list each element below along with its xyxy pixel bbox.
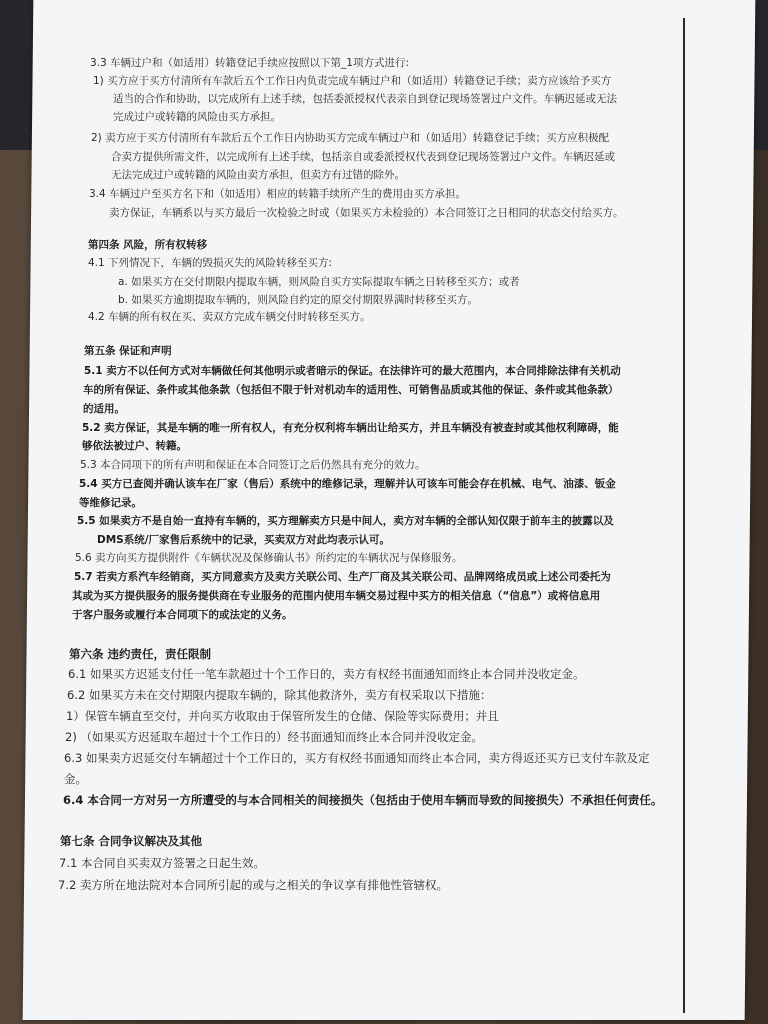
contract-text-line: 5.2 卖方保证，其是车辆的唯一所有权人，有充分权利将车辆出让给买方，并且车辆没有被查封或其他权利障碍，能: [82, 422, 619, 434]
contract-text-line: 完成过户或转籍的风险由买方承担。: [113, 111, 281, 123]
contract-text-line: 无法完成过户或转籍的风险由卖方承担，但卖方有过错的除外。: [111, 169, 405, 181]
contract-text-line: 第四条 风险，所有权转移: [88, 239, 208, 251]
contract-text-line: 5.7 若卖方系汽车经销商，买方同意卖方及卖方关联公司、生产厂商及其关联公司、品牌网络成员或上述公司委托为: [74, 571, 611, 583]
contract-text-line: 第五条 保证和声明: [84, 345, 172, 357]
contract-text-line: 7.1 本合同自买卖双方签署之日起生效。: [59, 856, 265, 870]
contract-text-line: 合卖方提供所需文件，以完成所有上述手续，包括亲自或委派授权代表到登记现场签署过户文件。车辆迟延或: [111, 151, 615, 163]
contract-text-line: 5.4 买方已查阅并确认该车在厂家（售后）系统中的维修记录，理解并认可该车可能会存在机械、电气、油漆、钣金: [79, 478, 616, 490]
contract-text-line: 2) （如果买方迟延取车超过十个工作日的）经书面通知而终止本合同并没收定金。: [65, 730, 483, 744]
contract-text-line: 的适用。: [83, 403, 125, 415]
contract-text-line: 1) 买方应于买方付清所有车款后五个工作日内负责完成车辆过户和（如适用）转籍登记手续；卖方应该给予买方: [93, 75, 612, 87]
contract-text-line: 卖方保证，车辆系以与买方最后一次检验之时或（如果买方未检验的）本合同签订之日相同的状态交付给买方。: [109, 207, 624, 219]
contract-text-line: DMS系统/厂家售后系统中的记录，买卖双方对此均表示认可。: [97, 534, 391, 546]
contract-text-line: 1）保管车辆直至交付，并向买方收取由于保管所发生的仓储、保险等实际费用；并且: [66, 709, 499, 723]
contract-text-line: 6.1 如果买方迟延支付任一笔车款超过十个工作日的，卖方有权经书面通知而终止本合同并没收定金。: [68, 667, 585, 681]
contract-text-line: a. 如果买方在交付期限内提取车辆，则风险自买方实际提取车辆之日转移至买方；或者: [118, 276, 520, 288]
contract-text-line: 第七条 合同争议解决及其他: [60, 834, 203, 848]
contract-text-line: b. 如果买方逾期提取车辆的，则风险自约定的原交付期限界满时转移至买方。: [118, 294, 478, 306]
contract-text-line: 7.2 卖方所在地法院对本合同所引起的或与之相关的争议享有排他性管辖权。: [58, 878, 448, 892]
contract-text-line: 于客户服务或履行本合同项下的或法定的义务。: [72, 609, 293, 621]
contract-text-line: 够依法被过户、转籍。: [82, 440, 187, 452]
contract-text-line: 3.4 车辆过户至买方名下和（如适用）相应的转籍手续所产生的费用由买方承担。: [89, 188, 467, 200]
contract-text-line: 3.3 车辆过户和（如适用）转籍登记手续应按照以下第_1项方式进行:: [90, 57, 410, 69]
contract-text-line: 第六条 违约责任，责任限制: [69, 647, 212, 661]
contract-text-line: 4.2 车辆的所有权在买、卖双方完成车辆交付时转移至买方。: [88, 311, 371, 323]
contract-text-line: 5.1 卖方不以任何方式对车辆做任何其他明示或者暗示的保证。在法律许可的最大范围内，本合同排除法律有关机动: [84, 365, 621, 377]
contract-text-line: 适当的合作和协助，以完成所有上述手续，包括委派授权代表亲自到登记现场签署过户文件。车辆迟延或无法: [113, 93, 617, 105]
contract-text-line: 其或为买方提供服务的服务提供商在专业服务的范围内使用车辆交易过程中买方的相关信息（“信息”）或将信息用: [72, 590, 601, 602]
contract-text-line: 6.2 如果买方未在交付期限内提取车辆的，除其他救济外，卖方有权采取以下措施：: [67, 688, 492, 702]
contract-text-line: 6.4 本合同一方对另一方所遭受的与本合同相关的间接损失（包括由于使用车辆而导致的间接损失）不承担任何责任。: [63, 793, 663, 807]
contract-text-line: 5.5 如果卖方不是自始一直持有车辆的，买方理解卖方只是中间人，卖方对车辆的全部认知仅限于前车主的披露以及: [77, 515, 614, 527]
contract-text-line: 2) 卖方应于买方付清所有车款后五个工作日内协助买方完成车辆过户和（如适用）转籍登记手续；买方应积极配: [91, 132, 610, 144]
contract-text-line: 6.3 如果卖方迟延交付车辆超过十个工作日的，买方有权经书面通知而终止本合同，卖方得返还买方已支付车款及定: [64, 751, 650, 765]
contract-text-line: 车的所有保证、条件或其他条款（包括但不限于针对机动车的适用性、可销售品质或其他的保证、条件或其他条款）: [83, 384, 619, 396]
contract-text-line: 金。: [64, 772, 87, 786]
contract-text-line: 5.3 本合同项下的所有声明和保证在本合同签订之后仍然具有充分的效力。: [80, 459, 426, 471]
contract-text-line: 等维修记录。: [79, 497, 142, 509]
contract-text-line: 4.1 下列情况下，车辆的毁损灭失的风险转移至买方:: [88, 257, 333, 269]
contract-text-line: 5.6 卖方向买方提供附件《车辆状况及保修确认书》所约定的车辆状况与保修服务。: [75, 552, 463, 564]
